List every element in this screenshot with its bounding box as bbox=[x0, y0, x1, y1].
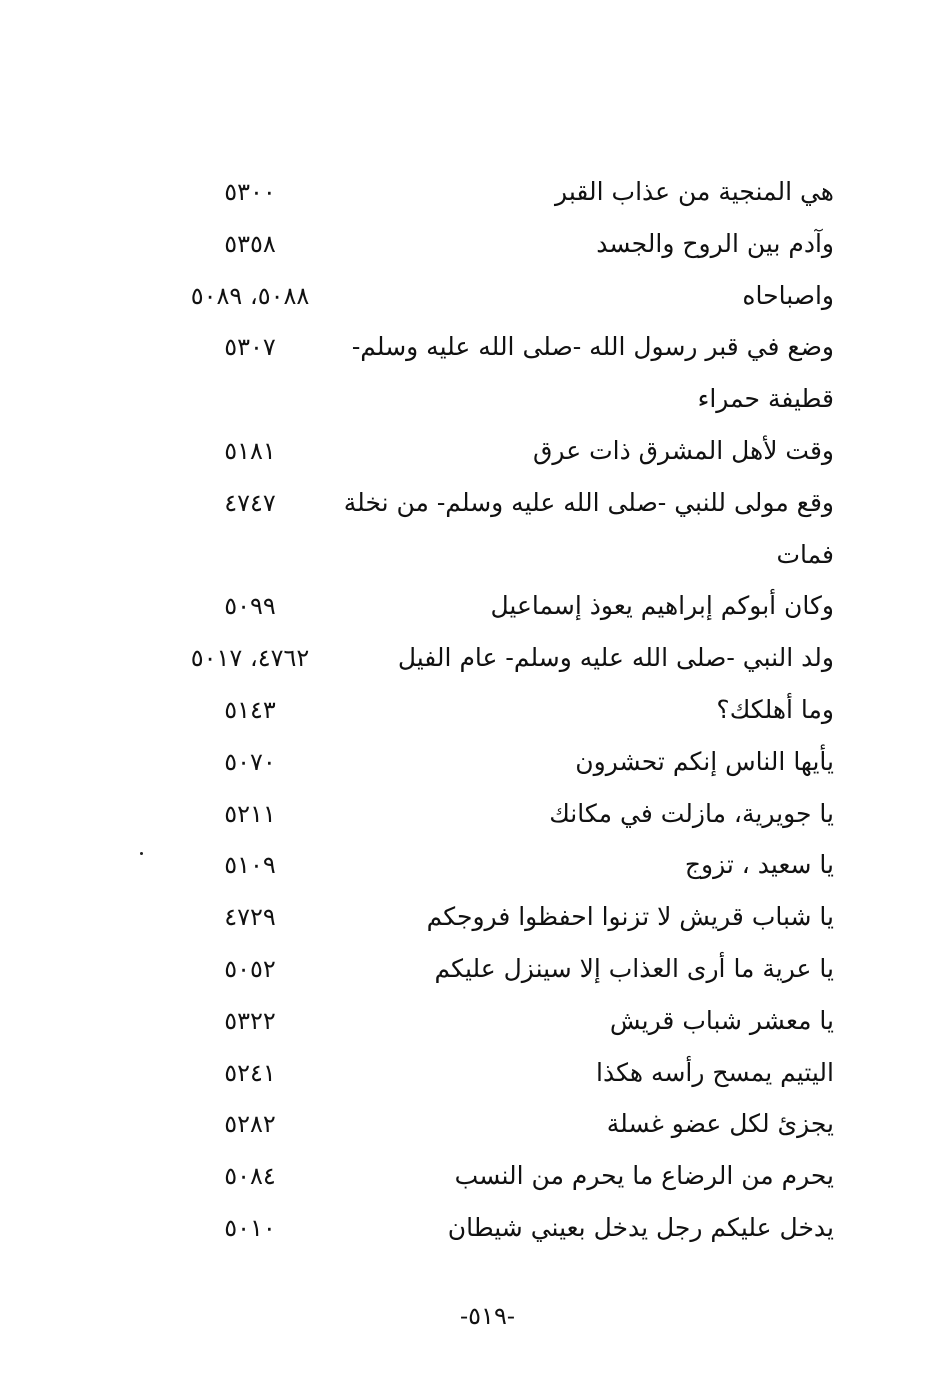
entry-text: ولد النبي -صلى الله عليه وسلم- عام الفيل bbox=[397, 643, 834, 673]
index-entry bbox=[150, 1152, 840, 1204]
index-entry bbox=[150, 220, 840, 272]
index-entry bbox=[150, 790, 840, 842]
entry-text: وقع مولى للنبي -صلى الله عليه وسلم- من نخلة bbox=[343, 487, 834, 517]
entry-text: وآدم بين الروح والجسد bbox=[596, 228, 834, 258]
entry-reference-numbers: ٥٣٠٠ bbox=[224, 178, 276, 206]
index-entry bbox=[150, 272, 840, 324]
entry-text: فمات bbox=[776, 539, 834, 569]
entry-reference-numbers: ٥٠١٠ bbox=[224, 1213, 276, 1242]
entry-reference-numbers: ٤٧٤٧ bbox=[224, 488, 276, 517]
entry-reference-numbers: ٥٠٨٨، ٥٠٨٩ bbox=[190, 281, 310, 310]
entry-reference-numbers: ٤٧٦٢، ٥٠١٧ bbox=[190, 644, 310, 673]
entry-reference-numbers: ٥٠٨٤ bbox=[224, 1162, 276, 1191]
index-entry bbox=[150, 582, 840, 634]
entry-text: يحرم من الرضاع ما يحرم من النسب bbox=[454, 1161, 834, 1191]
entry-reference-numbers: ٥٢١١ bbox=[224, 799, 276, 828]
entry-text: يدخل عليكم رجل يدخل بعيني شيطان bbox=[447, 1212, 834, 1242]
entry-text: يا سعيد ، تزوج bbox=[684, 850, 834, 880]
index-entry bbox=[150, 738, 840, 790]
page-number: -٥١٩- bbox=[460, 1302, 515, 1330]
index-entry bbox=[150, 841, 840, 893]
entry-text: اليتيم يمسح رأسه هكذا bbox=[596, 1057, 834, 1087]
index-entry bbox=[150, 479, 840, 531]
hadith-index-list bbox=[150, 168, 840, 1256]
index-entry bbox=[150, 375, 840, 427]
entry-text: قطيفة حمراء bbox=[697, 384, 834, 414]
index-entry bbox=[150, 323, 840, 375]
index-entry bbox=[150, 686, 840, 738]
entry-text: يا معشر شباب قريش bbox=[609, 1005, 834, 1035]
entry-reference-numbers: ٥١٠٩ bbox=[224, 851, 276, 880]
entry-reference-numbers: ٥٣٥٨ bbox=[224, 229, 276, 258]
entry-text: يا عرية ما أرى العذاب إلا سينزل عليكم bbox=[434, 953, 834, 983]
entry-reference-numbers: ٥١٨١ bbox=[224, 436, 276, 465]
index-entry bbox=[150, 893, 840, 945]
entry-reference-numbers: ٥٢٨٢ bbox=[224, 1110, 276, 1139]
entry-text: يجزئ لكل عضو غسلة bbox=[606, 1109, 834, 1139]
entry-text: وكان أبوكم إبراهيم يعوذ إسماعيل bbox=[490, 591, 834, 621]
entry-text: يأيها الناس إنكم تحشرون bbox=[575, 746, 834, 776]
index-entry bbox=[150, 531, 840, 583]
entry-text: واصباحاه bbox=[742, 280, 834, 310]
entry-reference-numbers: ٤٧٢٩ bbox=[224, 903, 276, 932]
entry-text: يا شباب قريش لا تزنوا احفظوا فروجكم bbox=[426, 902, 834, 932]
entry-reference-numbers: ٥٠٥٢ bbox=[224, 954, 276, 983]
entry-reference-numbers: ٥٠٧٠ bbox=[224, 747, 276, 776]
index-entry bbox=[150, 634, 840, 686]
entry-reference-numbers: ٥١٤٣ bbox=[224, 695, 276, 724]
index-entry bbox=[150, 427, 840, 479]
index-entry bbox=[150, 1049, 840, 1101]
entry-text: يا جويرية، مازلت في مكانك bbox=[549, 798, 834, 828]
entry-reference-numbers: ٥٣٠٧ bbox=[224, 333, 276, 362]
index-entry bbox=[150, 997, 840, 1049]
entry-text: وضع في قبر رسول الله -صلى الله عليه وسلم- bbox=[351, 332, 834, 362]
ink-speck bbox=[140, 852, 143, 855]
entry-reference-numbers: ٥٣٢٢ bbox=[224, 1006, 276, 1035]
entry-text: وقت لأهل المشرق ذات عرق bbox=[533, 435, 834, 465]
entry-reference-numbers: ٥٢٤١ bbox=[224, 1058, 276, 1087]
entry-reference-numbers: ٥٠٩٩ bbox=[224, 592, 276, 621]
entry-text: هي المنجية من عذاب القبر bbox=[555, 177, 834, 206]
entry-text: وما أهلكك؟ bbox=[716, 694, 834, 724]
index-entry bbox=[150, 1204, 840, 1256]
index-entry bbox=[150, 945, 840, 997]
index-entry bbox=[150, 168, 840, 220]
index-entry bbox=[150, 1100, 840, 1152]
